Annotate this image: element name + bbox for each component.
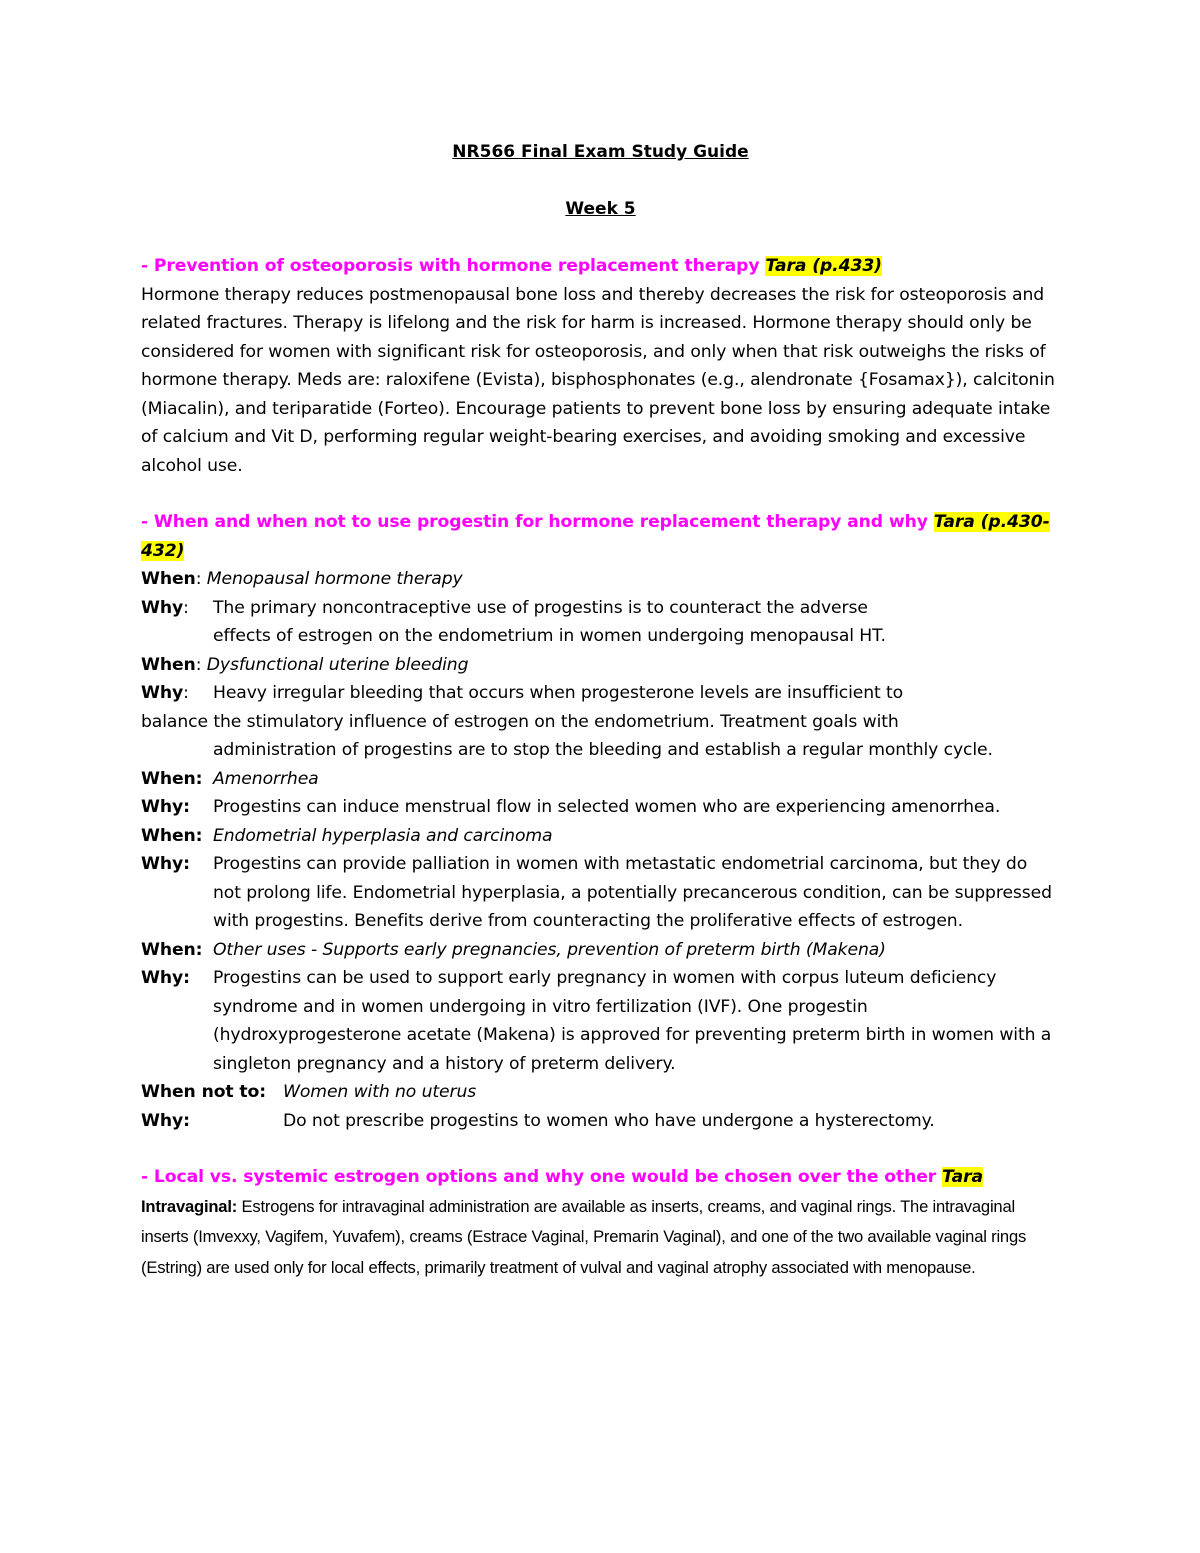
colon: : [195,654,202,675]
section-progestin [141,508,1060,1135]
intravaginal-label: Intravaginal: [141,1196,238,1216]
section-heading [141,508,1060,565]
when-value: Dysfunctional uterine bleeding [206,654,469,675]
when-label: When: [141,768,203,789]
colon: : [183,683,189,703]
why-value: Progestins can provide palliation in women with metastatic endometrial carcinoma, but they do not prolong life. Endometrial hyperplasia, a potentially precancerous condition, can be suppressed with progestins. Benefits derive from counteracting the proliferative effects of estrogen. [213,854,1052,931]
source-tag: Tara [942,1167,983,1187]
why-label-wrap [141,594,213,623]
when-value: Endometrial hyperplasia and carcinoma [213,825,553,846]
when-line [141,936,1060,965]
why-line [141,594,1060,623]
section-body [141,1192,1060,1284]
why-label: Why: [141,854,190,874]
when-not-label: When not to: [141,1082,267,1102]
why-label: Why [141,597,184,618]
why-continued: effects of estrogen on the endometrium in women undergoing menopausal HT. [213,626,886,646]
when-line [141,822,1060,851]
why-value: Progestins can induce menstrual flow in selected women who are experiencing amenorrhea. [213,797,1001,817]
why-line [141,793,1060,822]
why-line [141,850,1060,936]
when-value: Amenorrhea [213,768,319,789]
why-label: Why: [141,797,190,817]
when-not-line [141,1078,1060,1107]
why-line [141,964,1060,1078]
colon: : [183,597,189,618]
when-label: When: [141,825,203,846]
section-estrogen [141,1163,1060,1283]
when-not-value: Women with no uterus [283,1082,477,1102]
when-line [141,765,1060,794]
intravaginal-text: Estrogens for intravaginal administration are available as inserts, creams, and vaginal rings. The intravaginal inserts (Imvexxy, Vagifem, Yuvafem), creams (Estrace Vaginal, Premarin Vaginal), and one of the two available vaginal rings (Estring) are used only for local effects, primarily treatment of vulval and vaginal atrophy associated with menopause. [141,1196,1027,1277]
why-line [141,679,1060,708]
document-title: NR566 Final Exam Study Guide [452,142,749,162]
section-body: Hormone therapy reduces postmenopausal bone loss and thereby decreases the risk for osteoporosis and related fractures. Therapy is lifelong and the risk for harm is increased. Hormone therapy should only be considered for women with significant risk for osteoporosis, and only when that risk outweighs the risks of hormone therapy. Meds are: raloxifene (Evista), bisphosphonates (e.g., alendronate {Fosamax}), calcitonin (Miacalin), and teriparatide (Forteo). Encourage patients to prevent bone loss by ensuring adequate intake of calcium and Vit D, performing regular weight-bearing exercises, and avoiding smoking and excessive alcohol use. [141,284,1055,476]
colon: : [195,569,202,589]
why-value: The primary noncontraceptive use of progestins is to counteract the adverse [213,597,868,618]
section-heading-text: - When and when not to use progestin for hormone replacement therapy and why [141,512,934,532]
source-tag: Tara (p.430-432) [141,512,1050,561]
section-heading-text: - Prevention of osteoporosis with hormone replacement therapy [141,256,766,276]
why-value: Heavy irregular bleeding that occurs when progesterone levels are insufficient to [213,683,904,703]
why-label: Why: [141,1110,190,1131]
when-label: When: [141,939,203,960]
when-label: When [141,569,196,589]
when-label: When [141,654,196,675]
section-heading [141,1163,1060,1192]
why-continued: administration of progestins are to stop the bleeding and establish a regular monthly cycle. [213,740,993,760]
section-heading [141,252,1060,281]
when-line [141,651,1060,680]
week-heading: Week 5 [565,199,636,219]
why-label: Why: [141,968,190,988]
when-value: Menopausal hormone therapy [206,569,463,589]
why-wrap-line: balance the stimulatory influence of estrogen on the endometrium. Treatment goals with [141,711,899,732]
when-line [141,565,1060,594]
section-osteoporosis [141,252,1060,480]
section-heading-text: - Local vs. systemic estrogen options and why one would be chosen over the other [141,1167,943,1187]
when-value: Other uses - Supports early pregnancies, prevention of preterm birth (Makena) [213,939,886,960]
why-label-wrap [141,679,213,708]
why-not-line [141,1107,1060,1136]
why-value: Progestins can be used to support early pregnancy in women with corpus luteum deficiency syndrome and in women undergoing in vitro fertilization (IVF). One progestin (hydroxyprogesterone acetate (Makena) is approved for preventing preterm birth in women with a singleton pregnancy and a history of preterm delivery. [213,968,1052,1074]
why-label: Why [141,683,184,703]
why-not-value: Do not prescribe progestins to women who have undergone a hysterectomy. [283,1110,935,1131]
source-tag: Tara (p.433) [765,256,882,276]
